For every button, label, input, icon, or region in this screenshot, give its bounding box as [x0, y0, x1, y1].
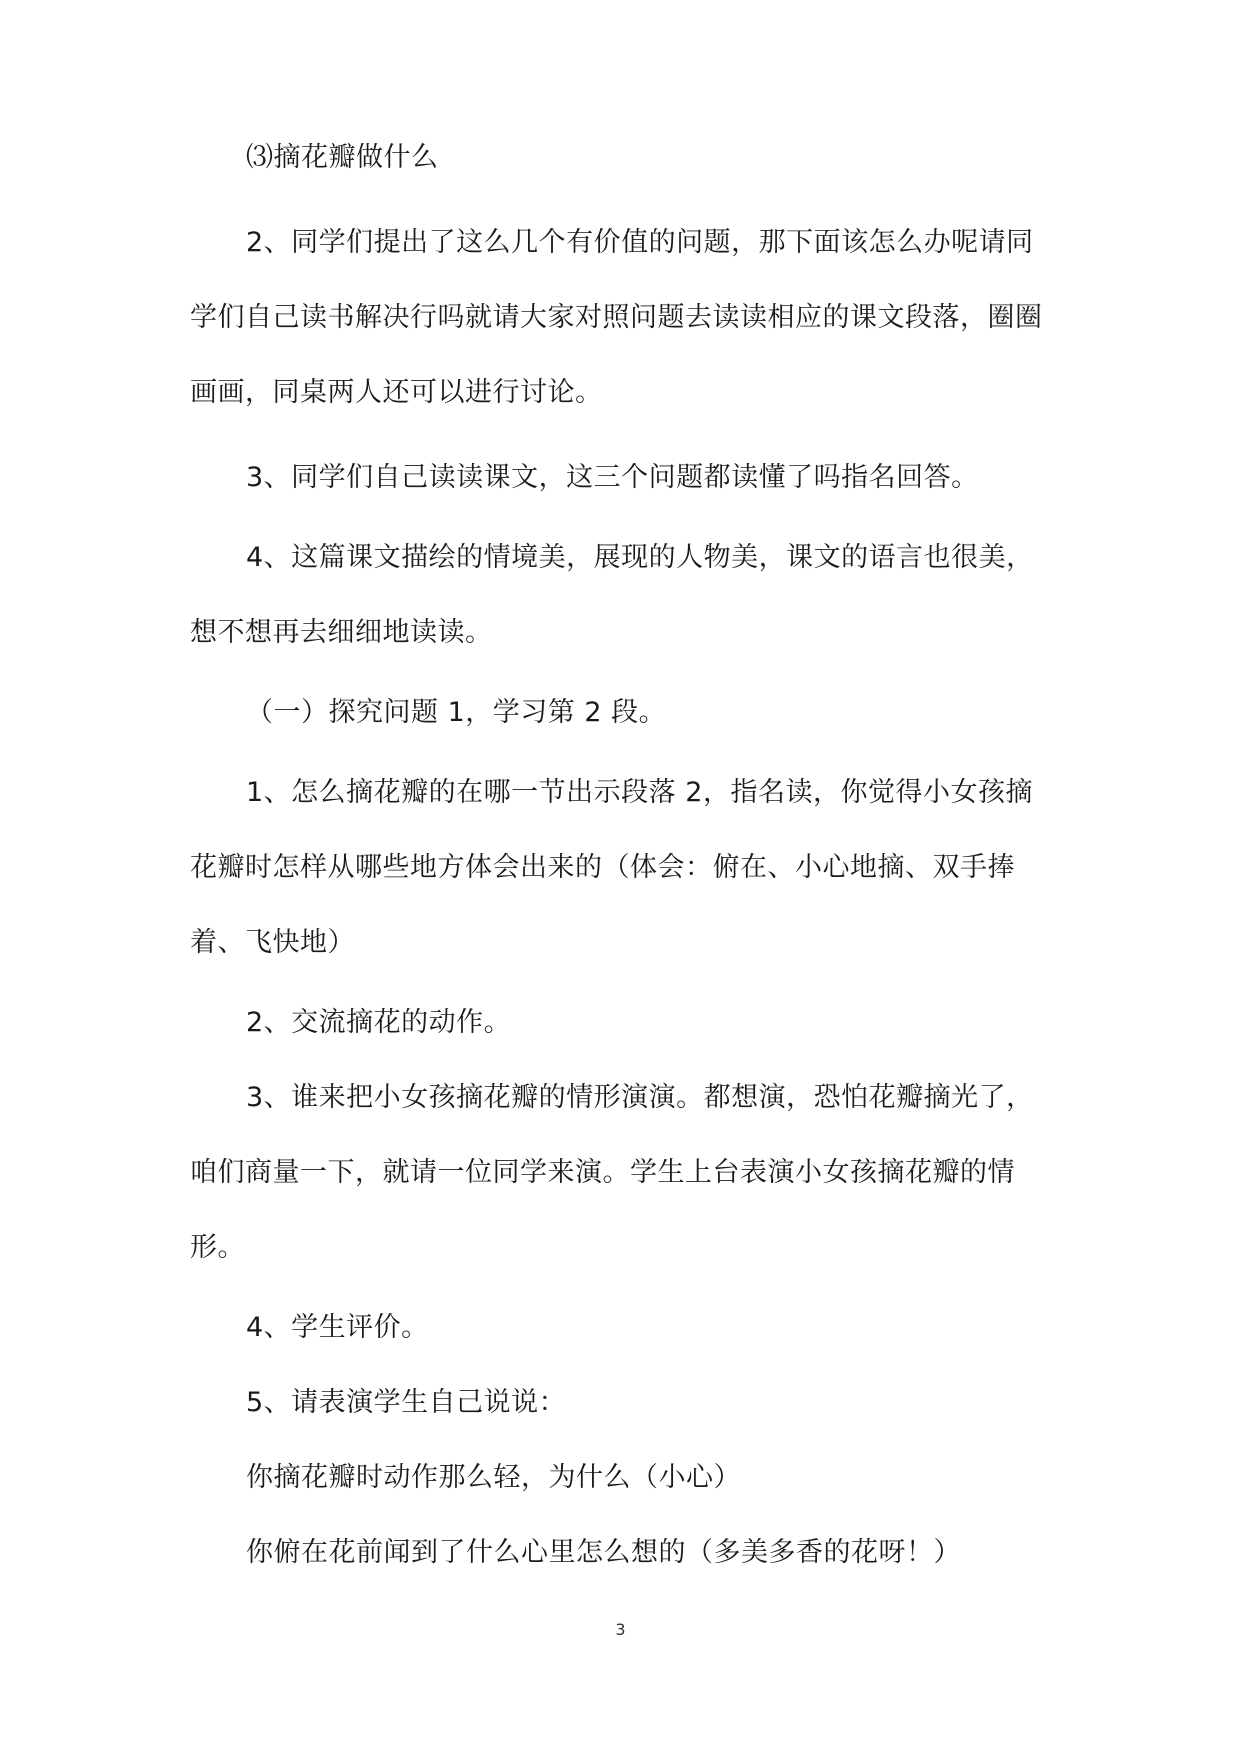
paragraph-9: 4、学生评价。: [246, 1312, 429, 1343]
page-number: 3: [615, 1620, 626, 1639]
paragraph-12: 你俯在花前闻到了什么心里怎么想的（多美多香的花呀！）: [246, 1537, 961, 1568]
paragraph-8: 3、谁来把小女孩摘花瓣的情形演演。都想演，恐怕花瓣摘光了，咱们商量一下，就请一位同学来演。学生上台表演小女孩摘花瓣的情形。: [190, 1082, 1034, 1263]
paragraph-7: 2、交流摘花的动作。: [246, 1007, 512, 1038]
paragraph-10: 5、请表演学生自己说说：: [246, 1387, 567, 1418]
paragraph-1: ⑶摘花瓣做什么: [246, 142, 439, 173]
paragraph-11: 你摘花瓣时动作那么轻，为什么（小心）: [246, 1462, 741, 1493]
paragraph-5: （一）探究问题 1，学习第 2 段。: [246, 697, 667, 728]
paragraph-3: 3、同学们自己读读课文，这三个问题都读懂了吗指名回答。: [246, 462, 979, 493]
paragraph-2: 2、同学们提出了这么几个有价值的问题，那下面该怎么办呢请同学们自己读书解决行吗就请大家对照问题去读读相应的课文段落，圈圈画画，同桌两人还可以进行讨论。: [190, 227, 1043, 408]
paragraph-4: 4、这篇课文描绘的情境美，展现的人物美，课文的语言也很美，想不想再去细细地读读。: [190, 542, 1034, 648]
paragraph-6: 1、怎么摘花瓣的在哪一节出示段落 2，指名读，你觉得小女孩摘花瓣时怎样从哪些地方体会出来的（体会：俯在、小心地摘、双手捧着、飞快地）: [190, 777, 1033, 958]
